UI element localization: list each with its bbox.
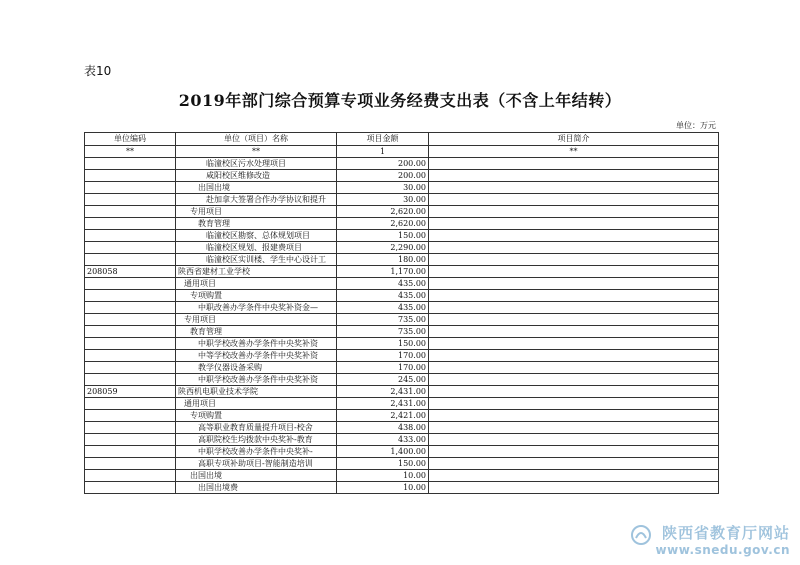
table-row — [85, 158, 719, 170]
column-header-name: 单位（项目）名称 — [176, 133, 337, 146]
project-amount-cell: 735.00 — [337, 314, 429, 326]
table-row — [85, 170, 719, 182]
project-name-cell: 陕西省建材工业学校 — [176, 266, 337, 278]
project-amount-cell: 2,620.00 — [337, 206, 429, 218]
project-amount-cell: 435.00 — [337, 290, 429, 302]
project-description-cell — [429, 266, 719, 278]
project-name-cell: 教育管理 — [176, 218, 337, 230]
project-description-cell — [429, 422, 719, 434]
project-description-cell — [429, 194, 719, 206]
project-amount-cell: 170.00 — [337, 350, 429, 362]
project-description-cell — [429, 482, 719, 494]
unit-code-cell — [85, 206, 176, 218]
unit-code-cell — [85, 350, 176, 362]
project-amount-cell: 170.00 — [337, 362, 429, 374]
project-description-cell — [429, 206, 719, 218]
unit-code-cell: 208058 — [85, 266, 176, 278]
emblem-icon — [630, 524, 652, 550]
table-row — [85, 446, 719, 458]
project-amount-cell: 30.00 — [337, 182, 429, 194]
unit-code-cell — [85, 170, 176, 182]
table-row — [85, 182, 719, 194]
marker-cell: ** — [429, 146, 719, 158]
project-amount-cell: 10.00 — [337, 482, 429, 494]
table-row — [85, 338, 719, 350]
table-row — [85, 386, 719, 398]
project-amount-cell: 2,290.00 — [337, 242, 429, 254]
table-row — [85, 482, 719, 494]
project-name-cell: 教学仪器设备采购 — [176, 362, 337, 374]
project-amount-cell: 150.00 — [337, 338, 429, 350]
project-name-cell: 临潼校区规划、报建费项目 — [176, 242, 337, 254]
table-row — [85, 278, 719, 290]
unit-code-cell — [85, 482, 176, 494]
unit-code-cell — [85, 290, 176, 302]
project-name-cell: 教育管理 — [176, 326, 337, 338]
table-row — [85, 458, 719, 470]
project-description-cell — [429, 386, 719, 398]
project-description-cell — [429, 314, 719, 326]
table-row — [85, 302, 719, 314]
watermark-url: www.snedu.gov.cn — [655, 543, 790, 557]
project-amount-cell: 150.00 — [337, 458, 429, 470]
project-amount-cell: 1,400.00 — [337, 446, 429, 458]
column-header-description: 项目简介 — [429, 133, 719, 146]
project-description-cell — [429, 254, 719, 266]
table-number: 表10 — [84, 64, 112, 78]
project-name-cell: 通用项目 — [176, 278, 337, 290]
table-row — [85, 470, 719, 482]
project-amount-cell: 2,620.00 — [337, 218, 429, 230]
project-amount-cell: 180.00 — [337, 254, 429, 266]
project-name-cell: 高等职业教育质量提升项目-校舍 — [176, 422, 337, 434]
unit-code-cell — [85, 470, 176, 482]
project-name-cell: 通用项目 — [176, 398, 337, 410]
project-name-cell: 出国出境 — [176, 470, 337, 482]
project-amount-cell: 10.00 — [337, 470, 429, 482]
unit-code-cell — [85, 338, 176, 350]
unit-code-cell — [85, 242, 176, 254]
unit-code-cell — [85, 458, 176, 470]
table-row — [85, 422, 719, 434]
unit-code-cell: 208059 — [85, 386, 176, 398]
unit-code-cell — [85, 446, 176, 458]
project-description-cell — [429, 398, 719, 410]
project-description-cell — [429, 350, 719, 362]
header-row — [85, 133, 719, 146]
project-description-cell — [429, 410, 719, 422]
marker-cell: ** — [85, 146, 176, 158]
project-name-cell: 中职改善办学条件中央奖补资金— — [176, 302, 337, 314]
table-row — [85, 326, 719, 338]
unit-code-cell — [85, 362, 176, 374]
unit-code-cell — [85, 302, 176, 314]
table-row — [85, 314, 719, 326]
table-row — [85, 194, 719, 206]
project-description-cell — [429, 182, 719, 194]
marker-cell: ** — [176, 146, 337, 158]
watermark — [656, 522, 790, 557]
project-name-cell: 中等学校改善办学条件中央奖补资 — [176, 350, 337, 362]
unit-code-cell — [85, 278, 176, 290]
table-row — [85, 434, 719, 446]
table-row — [85, 230, 719, 242]
project-description-cell — [429, 218, 719, 230]
project-description-cell — [429, 290, 719, 302]
unit-code-cell — [85, 218, 176, 230]
project-amount-cell: 2,431.00 — [337, 386, 429, 398]
project-name-cell: 赴加拿大签署合作办学协议和提升 — [176, 194, 337, 206]
project-amount-cell: 438.00 — [337, 422, 429, 434]
watermark-site-name: 陕西省教育厅网站 — [661, 524, 790, 542]
unit-code-cell — [85, 230, 176, 242]
project-description-cell — [429, 470, 719, 482]
project-name-cell: 中职学校改善办学条件中央奖补- — [176, 446, 337, 458]
project-amount-cell: 435.00 — [337, 278, 429, 290]
unit-code-cell — [85, 314, 176, 326]
project-amount-cell: 30.00 — [337, 194, 429, 206]
project-name-cell: 临潼校区污水处理项目 — [176, 158, 337, 170]
project-amount-cell: 1,170.00 — [337, 266, 429, 278]
marker-cell: 1 — [337, 146, 429, 158]
table-row — [85, 206, 719, 218]
project-name-cell: 出国出境费 — [176, 482, 337, 494]
table-body — [85, 158, 719, 494]
table-row — [85, 374, 719, 386]
unit-code-cell — [85, 194, 176, 206]
column-header-amount: 项目金额 — [337, 133, 429, 146]
table-row — [85, 242, 719, 254]
project-amount-cell: 200.00 — [337, 170, 429, 182]
unit-code-cell — [85, 410, 176, 422]
project-description-cell — [429, 446, 719, 458]
project-description-cell — [429, 458, 719, 470]
project-description-cell — [429, 362, 719, 374]
project-name-cell: 陕西机电职业技术学院 — [176, 386, 337, 398]
table-row — [85, 398, 719, 410]
table-row — [85, 290, 719, 302]
project-name-cell: 专项购置 — [176, 290, 337, 302]
project-name-cell: 高职院校生均拨款中央奖补-教育 — [176, 434, 337, 446]
project-description-cell — [429, 170, 719, 182]
table-row — [85, 410, 719, 422]
project-amount-cell: 2,431.00 — [337, 398, 429, 410]
unit-code-cell — [85, 158, 176, 170]
project-amount-cell: 2,421.00 — [337, 410, 429, 422]
project-amount-cell: 245.00 — [337, 374, 429, 386]
project-amount-cell: 200.00 — [337, 158, 429, 170]
unit-code-cell — [85, 374, 176, 386]
project-name-cell: 出国出境 — [176, 182, 337, 194]
project-description-cell — [429, 230, 719, 242]
marker-row — [85, 146, 719, 158]
table-row — [85, 362, 719, 374]
project-description-cell — [429, 278, 719, 290]
project-name-cell: 专用项目 — [176, 206, 337, 218]
project-description-cell — [429, 302, 719, 314]
project-description-cell — [429, 374, 719, 386]
project-amount-cell: 735.00 — [337, 326, 429, 338]
project-name-cell: 中职学校改善办学条件中央奖补资 — [176, 338, 337, 350]
unit-code-cell — [85, 398, 176, 410]
project-name-cell: 临潼校区实训楼、学生中心设计工 — [176, 254, 337, 266]
project-description-cell — [429, 158, 719, 170]
project-name-cell: 咸阳校区维修改造 — [176, 170, 337, 182]
unit-code-cell — [85, 254, 176, 266]
project-amount-cell: 435.00 — [337, 302, 429, 314]
project-name-cell: 专项购置 — [176, 410, 337, 422]
project-description-cell — [429, 242, 719, 254]
budget-table — [84, 132, 719, 494]
table-row — [85, 266, 719, 278]
column-header-code: 单位编码 — [85, 133, 176, 146]
unit-code-cell — [85, 434, 176, 446]
project-name-cell: 专用项目 — [176, 314, 337, 326]
page-title: 2019年部门综合预算专项业务经费支出表（不含上年结转） — [178, 91, 622, 110]
project-name-cell: 高职专项补助项目-智能制造培训 — [176, 458, 337, 470]
project-description-cell — [429, 326, 719, 338]
table-row — [85, 254, 719, 266]
project-amount-cell: 150.00 — [337, 230, 429, 242]
unit-label: 单位：万元 — [676, 121, 716, 130]
unit-code-cell — [85, 182, 176, 194]
unit-code-cell — [85, 422, 176, 434]
project-name-cell: 临潼校区勘察、总体规划项目 — [176, 230, 337, 242]
project-name-cell: 中职学校改善办学条件中央奖补资 — [176, 374, 337, 386]
project-amount-cell: 433.00 — [337, 434, 429, 446]
table-row — [85, 350, 719, 362]
project-description-cell — [429, 434, 719, 446]
unit-code-cell — [85, 326, 176, 338]
project-description-cell — [429, 338, 719, 350]
table-row — [85, 218, 719, 230]
